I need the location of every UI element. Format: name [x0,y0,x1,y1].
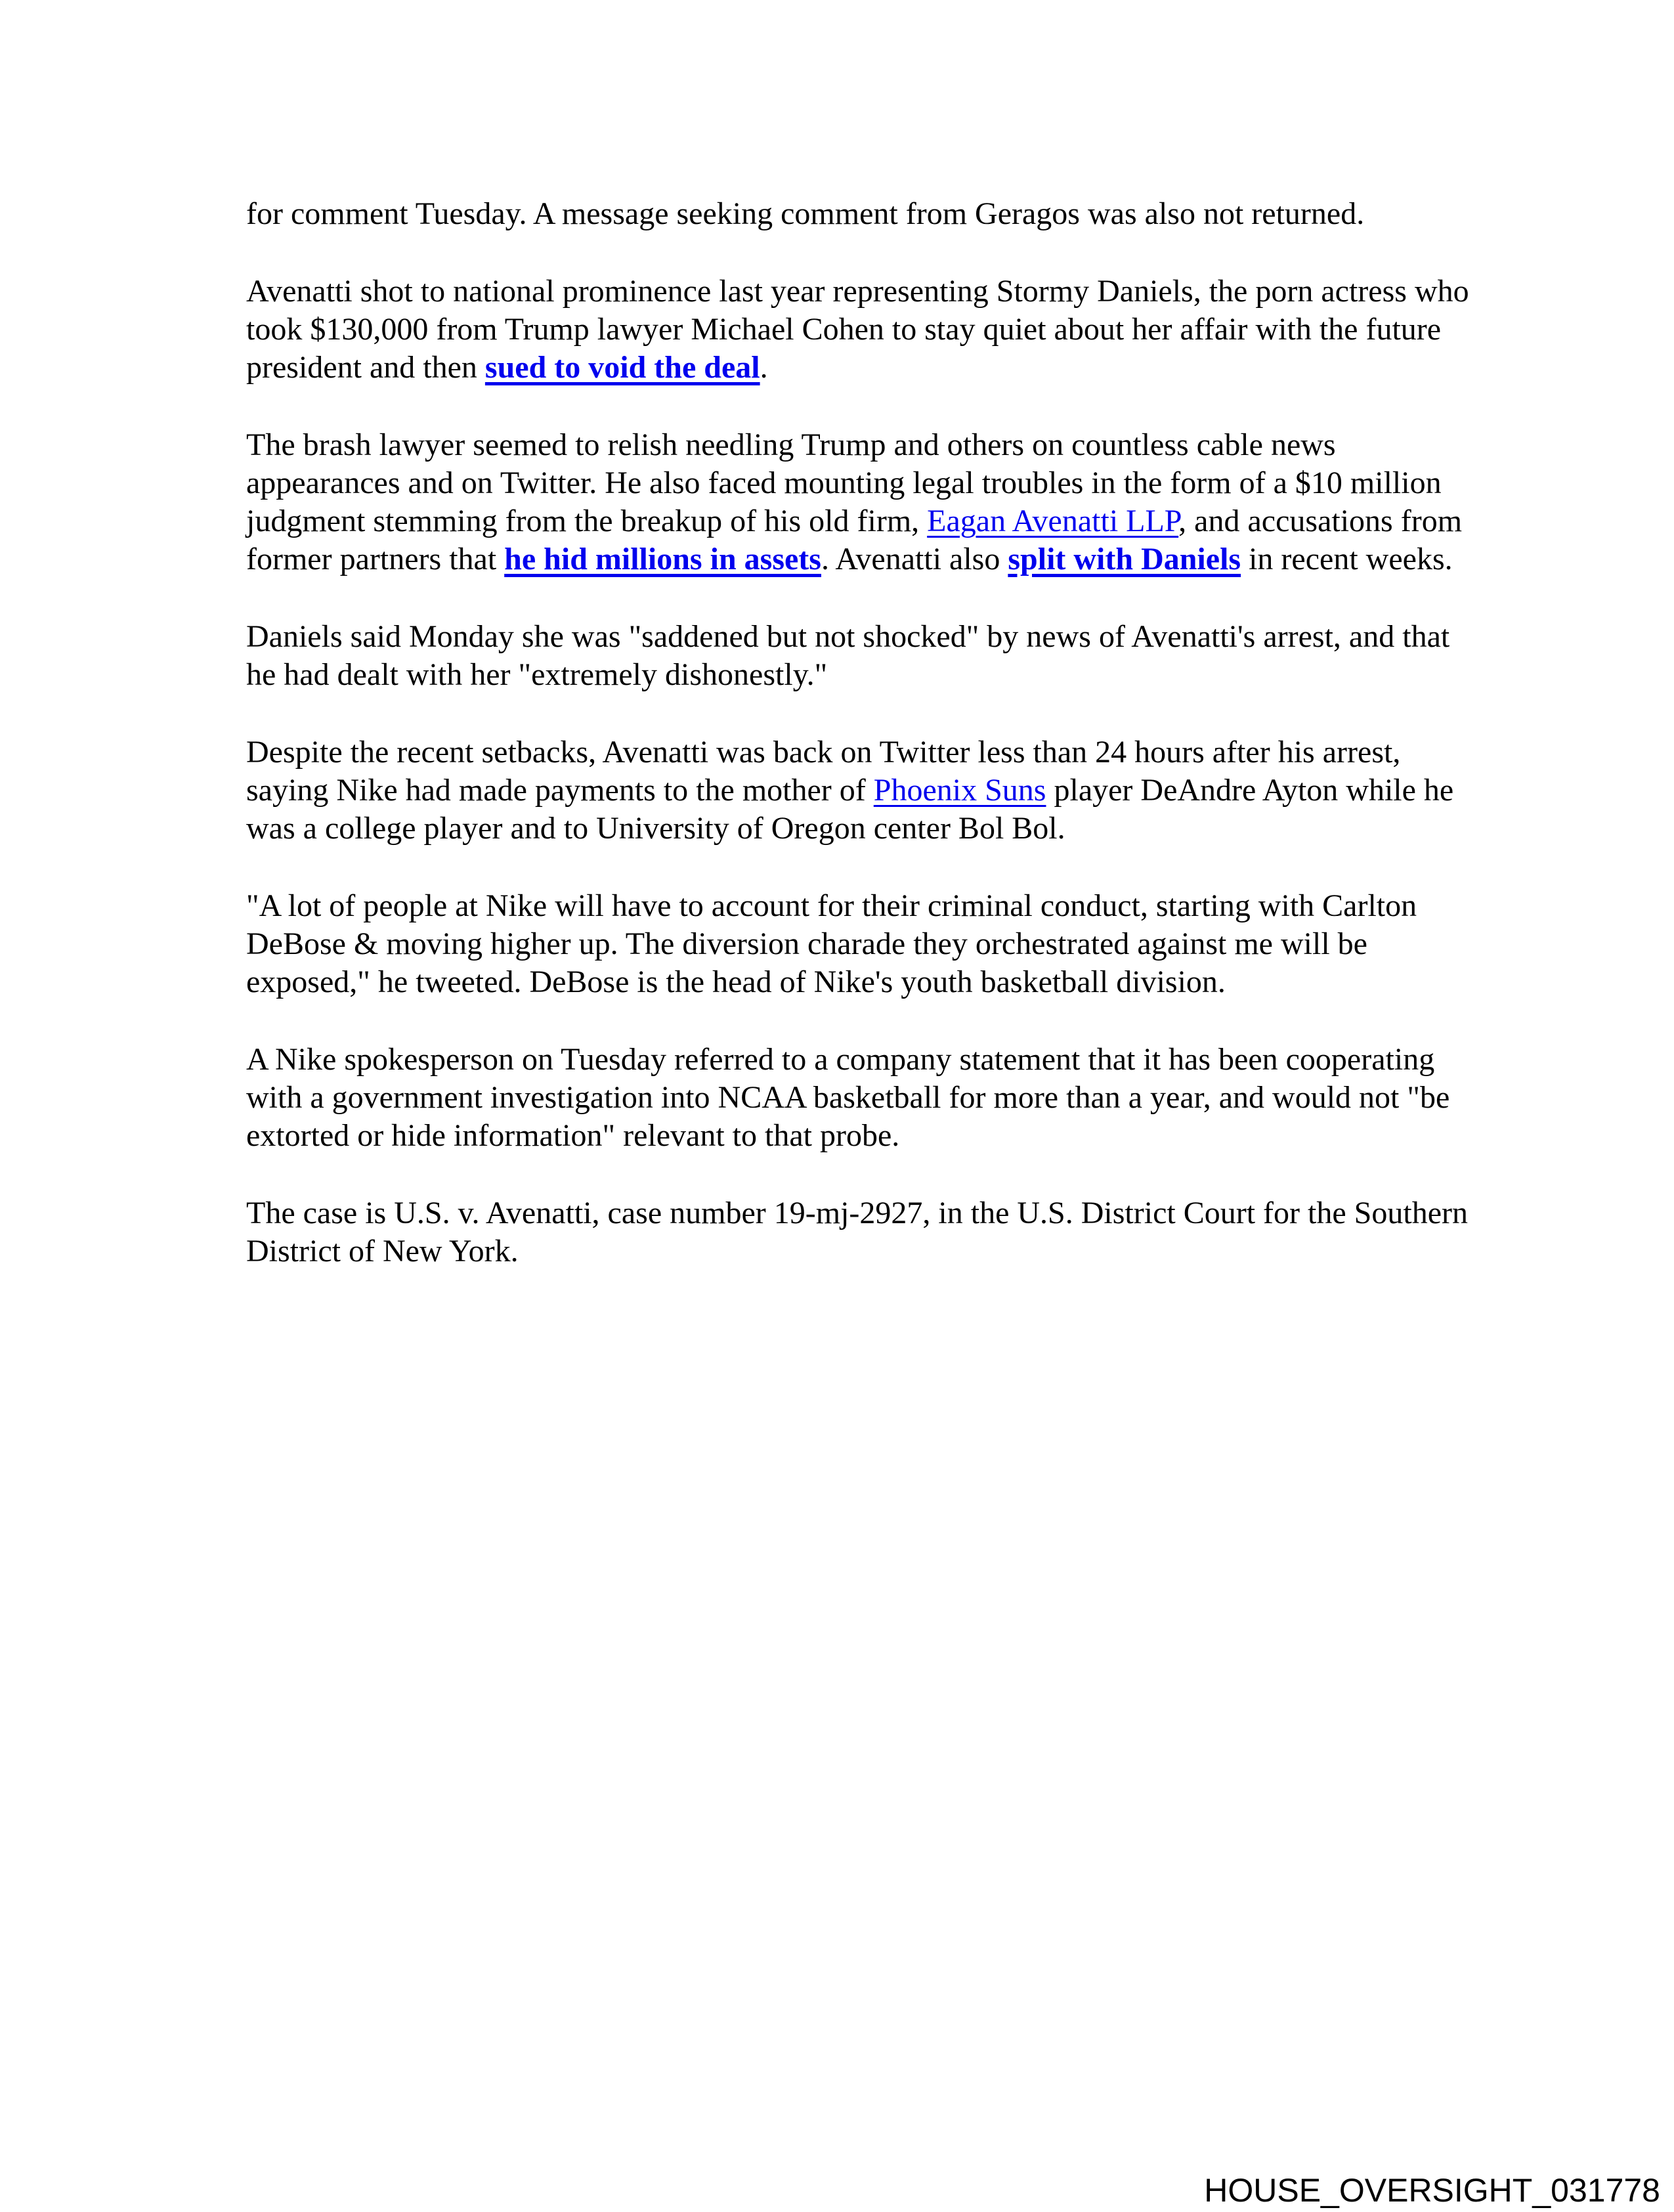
paragraph [246,1041,1474,1155]
paragraph [246,618,1474,694]
link-phoenix-suns[interactable]: Phoenix Suns [873,773,1046,808]
link-split-with-daniels[interactable]: split with Daniels [1008,542,1241,576]
paragraph [246,1194,1474,1270]
text-run: Daniels said Monday she was "saddened but not shocked" by news of Avenatti's arrest, and that he had dealt with her "extremely dishonestly." [246,619,1450,692]
paragraph [246,272,1474,387]
text-run: Avenatti shot to national prominence last year representing Stormy Daniels, the porn actress who took $130,000 from Trump lawyer Michael Cohen to stay quiet about her affair with the future president and then [246,274,1469,385]
text-run: player DeAndre Ayton while he was a college player and to University of Oregon center Bol Bol. [246,773,1454,846]
article-body [246,195,1474,1310]
paragraph [246,887,1474,1001]
link-he-hid-millions-in-assets[interactable]: he hid millions in assets [504,542,821,576]
text-run: for comment Tuesday. A message seeking comment from Geragos was also not returned. [246,196,1365,231]
paragraph [246,733,1474,848]
text-run: "A lot of people at Nike will have to account for their criminal conduct, starting with Carlton DeBose & moving higher up. The diversion charade they orchestrated against me will be exposed," he tweeted. DeBose is the head of Nike's youth basketball division. [246,888,1417,999]
paragraph [246,195,1474,233]
paragraph [246,426,1474,578]
text-run: The case is U.S. v. Avenatti, case number 19-mj-2927, in the U.S. District Court for the Southern District of New York. [246,1196,1468,1269]
text-run: A Nike spokesperson on Tuesday referred to a company statement that it has been cooperating with a government investigation into NCAA basketball for more than a year, and would not "be extorted or hide information" relevant to that probe. [246,1042,1450,1153]
link-sued-to-void-the-deal[interactable]: sued to void the deal [484,350,760,385]
bates-stamp: HOUSE_OVERSIGHT_031778 [1204,2172,1660,2209]
text-run: in recent weeks. [1241,542,1453,576]
text-run: . [760,350,768,385]
text-run: The brash lawyer seemed to relish needling Trump and others on countless cable news appearances and on Twitter. He also faced mounting legal troubles in the form of a $10 million judgment stemming from the breakup of his old firm, [246,427,1442,538]
text-run: Despite the recent setbacks, Avenatti was back on Twitter less than 24 hours after his arrest, saying Nike had made payments to the mother of [246,735,1401,808]
text-run: , and accusations from former partners that [246,504,1463,576]
text-run: . Avenatti also [821,542,1008,576]
link-eagan-avenatti-llp[interactable]: Eagan Avenatti LLP [927,504,1179,538]
